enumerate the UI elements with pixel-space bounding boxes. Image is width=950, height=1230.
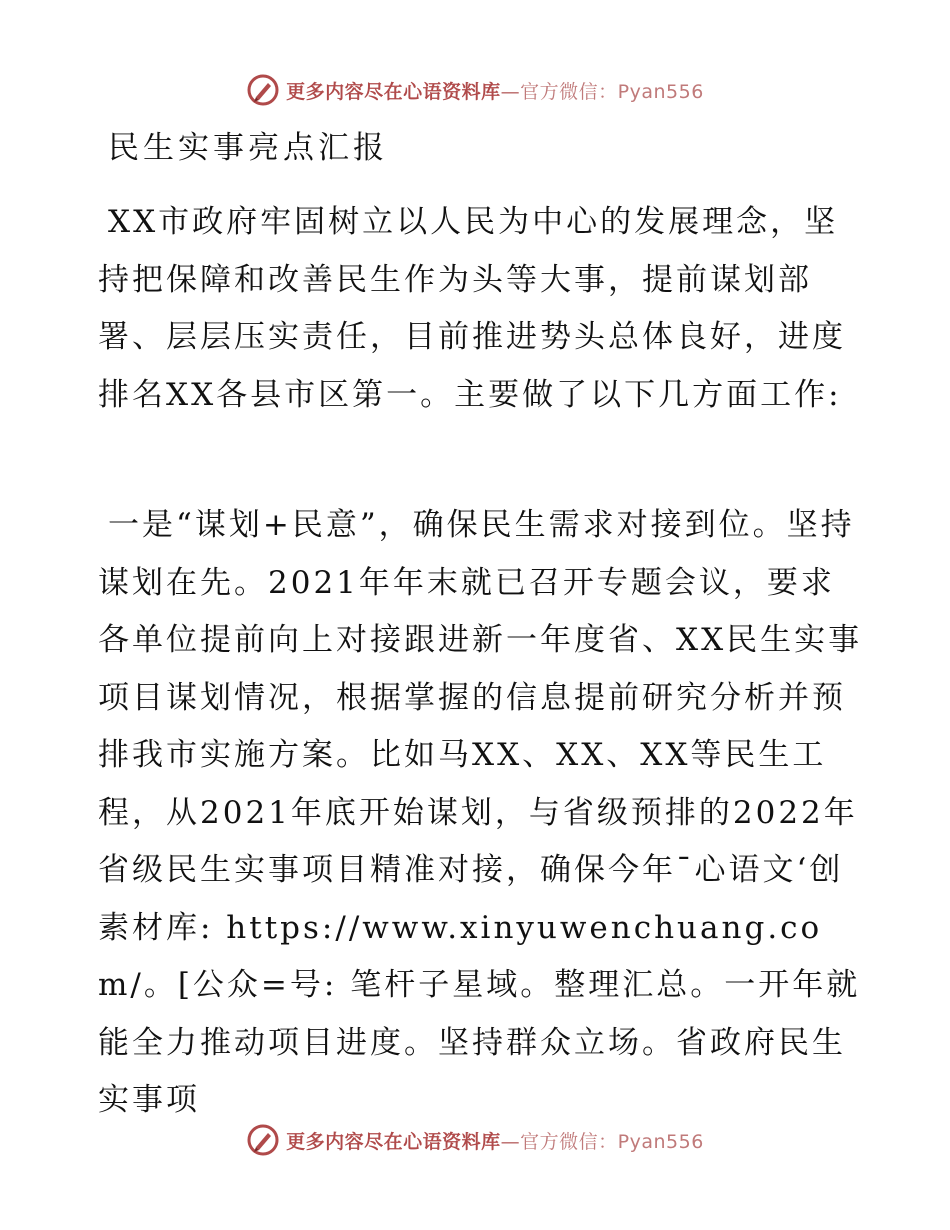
watermark-wechat: 官方微信：Pyan556 <box>520 1130 704 1153</box>
watermark-dash: — <box>500 80 521 103</box>
paragraph-section-one: 一是“谋划+民意”，确保民生需求对接到位。坚持谋划在先。2021年年末就已召开专题会议，要求各单位提前向上对接跟进新一年度省、XX民生实事项目谋划情况，根据掌握的信息提前研究分析并预排我市实施方案。比如马XX、XX、XX等民生工程，从2021年底开始谋划，与省级预排的2022年省级民生实事项目精准对接，确保今年¯心语文‘创素材库: https://www.xinyuwenchuang.com/。[公众=号: 笔杆子星域。整理汇总。一开年就能全力推动项目进度。坚持群众立场。省政府民生实事项 <box>98 507 863 1118</box>
paragraph-intro: XX市政府牢固树立以人民为中心的发展理念，坚持把保障和改善民生作为头等大事，提前谋划部署、层层压实责任，目前推进势头总体良好，进度排名XX各县市区第一。主要做了以下几方面工作: <box>98 204 846 413</box>
pen-logo-icon <box>246 1123 280 1157</box>
watermark-dash: — <box>500 1130 521 1153</box>
watermark-brand: 更多内容尽在心语资料库 <box>286 1130 501 1153</box>
watermark-text <box>286 77 704 104</box>
header-watermark <box>0 70 950 110</box>
watermark-wechat: 官方微信：Pyan556 <box>520 80 704 103</box>
document-title: 民生实事亮点汇报 <box>108 130 388 166</box>
footer-watermark <box>0 1120 950 1160</box>
watermark-brand: 更多内容尽在心语资料库 <box>286 80 501 103</box>
pen-logo-icon <box>246 73 280 107</box>
watermark-text <box>286 1127 704 1154</box>
